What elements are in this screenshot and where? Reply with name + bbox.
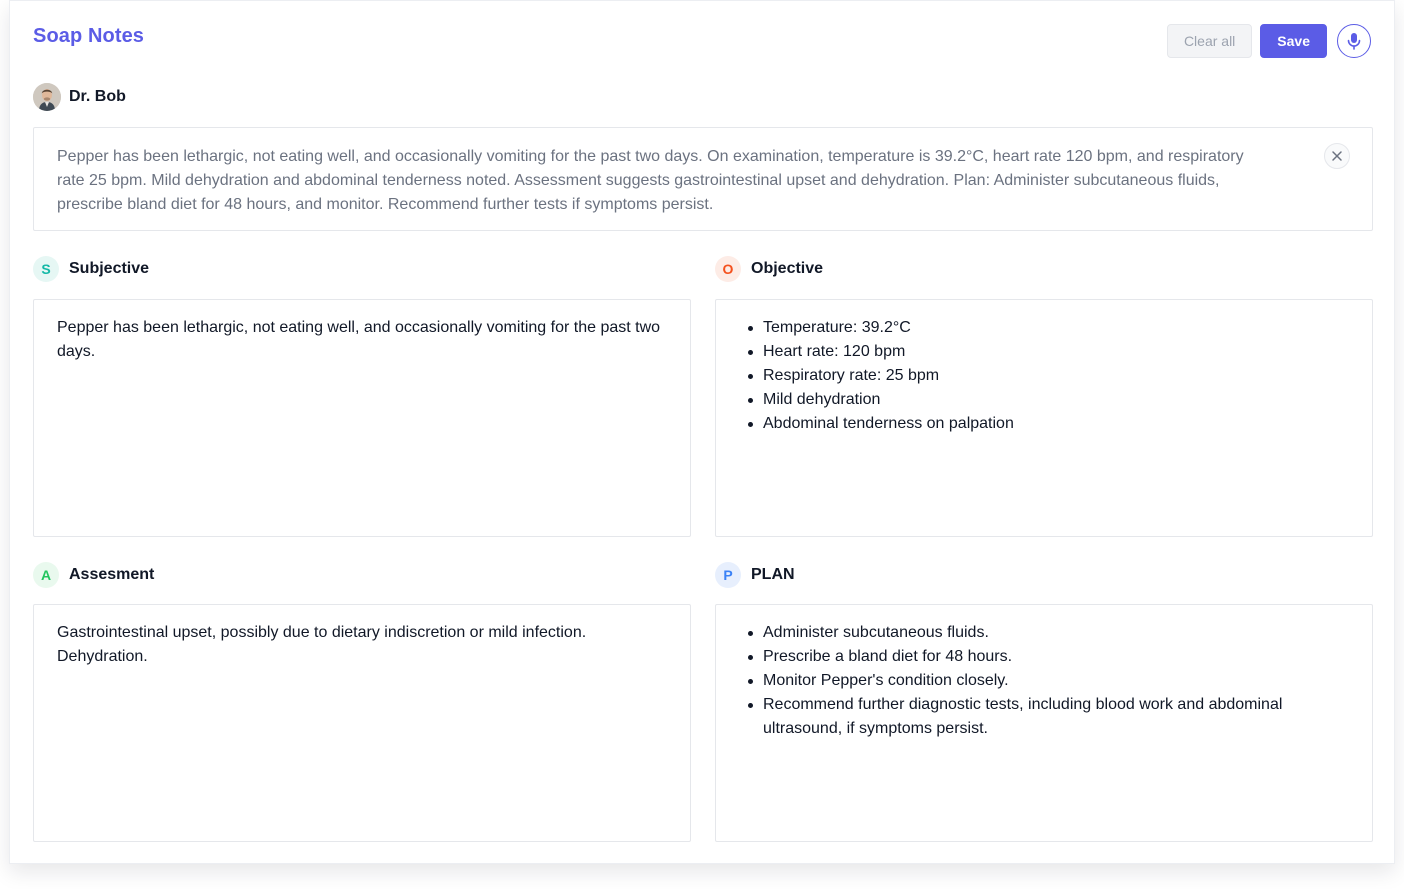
doctor-name: Dr. Bob	[69, 88, 126, 105]
list-item: Monitor Pepper's condition closely.	[739, 669, 1349, 693]
assessment-badge: A	[33, 562, 59, 588]
subjective-title: Subjective	[69, 260, 150, 277]
assessment-box[interactable]	[33, 604, 691, 842]
list-item: Temperature: 39.2°C	[739, 316, 1349, 340]
objective-list	[739, 316, 1349, 436]
assessment-text: Gastrointestinal upset, possibly due to dietary indiscretion or mild infection. Dehydration.	[57, 624, 587, 665]
objective-header	[715, 256, 823, 282]
doctor-info	[33, 83, 126, 111]
transcript-text: Pepper has been lethargic, not eating well, and occasionally vomiting for the past two days. On examination, temperature is 39.2°C, heart rate 120 bpm, and respiratory rate 25 bpm. Mild dehydration and abdominal tenderness noted. Assessment suggests gastrointestinal upset and dehydration. Plan: Administer subcutaneous fluids, prescribe bland diet for 48 hours, and monitor. Recommend further tests if symptoms persist.	[57, 148, 1244, 213]
save-button[interactable]: Save	[1260, 24, 1327, 58]
subjective-box[interactable]	[33, 299, 691, 537]
assessment-header	[33, 562, 154, 588]
subjective-header	[33, 256, 149, 282]
subjective-badge: S	[33, 256, 59, 282]
list-item: Heart rate: 120 bpm	[739, 340, 1349, 364]
page-title: Soap Notes	[33, 25, 145, 47]
list-item: Respiratory rate: 25 bpm	[739, 364, 1349, 388]
header-actions	[1167, 24, 1371, 58]
subjective-text: Pepper has been lethargic, not eating well, and occasionally vomiting for the past two days.	[57, 319, 661, 360]
plan-list	[739, 621, 1349, 741]
clear-all-button[interactable]: Clear all	[1167, 24, 1252, 58]
plan-header	[715, 562, 795, 588]
objective-box[interactable]	[715, 299, 1373, 537]
close-icon	[1331, 150, 1343, 162]
soap-notes-card	[9, 0, 1395, 864]
list-item: Abdominal tenderness on palpation	[739, 412, 1349, 436]
plan-badge: P	[715, 562, 741, 588]
list-item: Administer subcutaneous fluids.	[739, 621, 1349, 645]
list-item: Recommend further diagnostic tests, including blood work and abdominal ultrasound, if symptoms persist.	[739, 693, 1349, 741]
clear-transcript-button[interactable]	[1324, 143, 1350, 169]
plan-box[interactable]	[715, 604, 1373, 842]
microphone-button[interactable]	[1337, 24, 1371, 58]
objective-title: Objective	[751, 260, 824, 277]
objective-badge: O	[715, 256, 741, 282]
doctor-avatar-icon	[33, 83, 61, 111]
plan-title: PLAN	[751, 566, 795, 583]
avatar	[33, 83, 61, 111]
list-item: Prescribe a bland diet for 48 hours.	[739, 645, 1349, 669]
transcript-box[interactable]	[33, 127, 1373, 231]
assessment-title: Assesment	[69, 566, 155, 583]
microphone-icon	[1346, 32, 1362, 50]
list-item: Mild dehydration	[739, 388, 1349, 412]
